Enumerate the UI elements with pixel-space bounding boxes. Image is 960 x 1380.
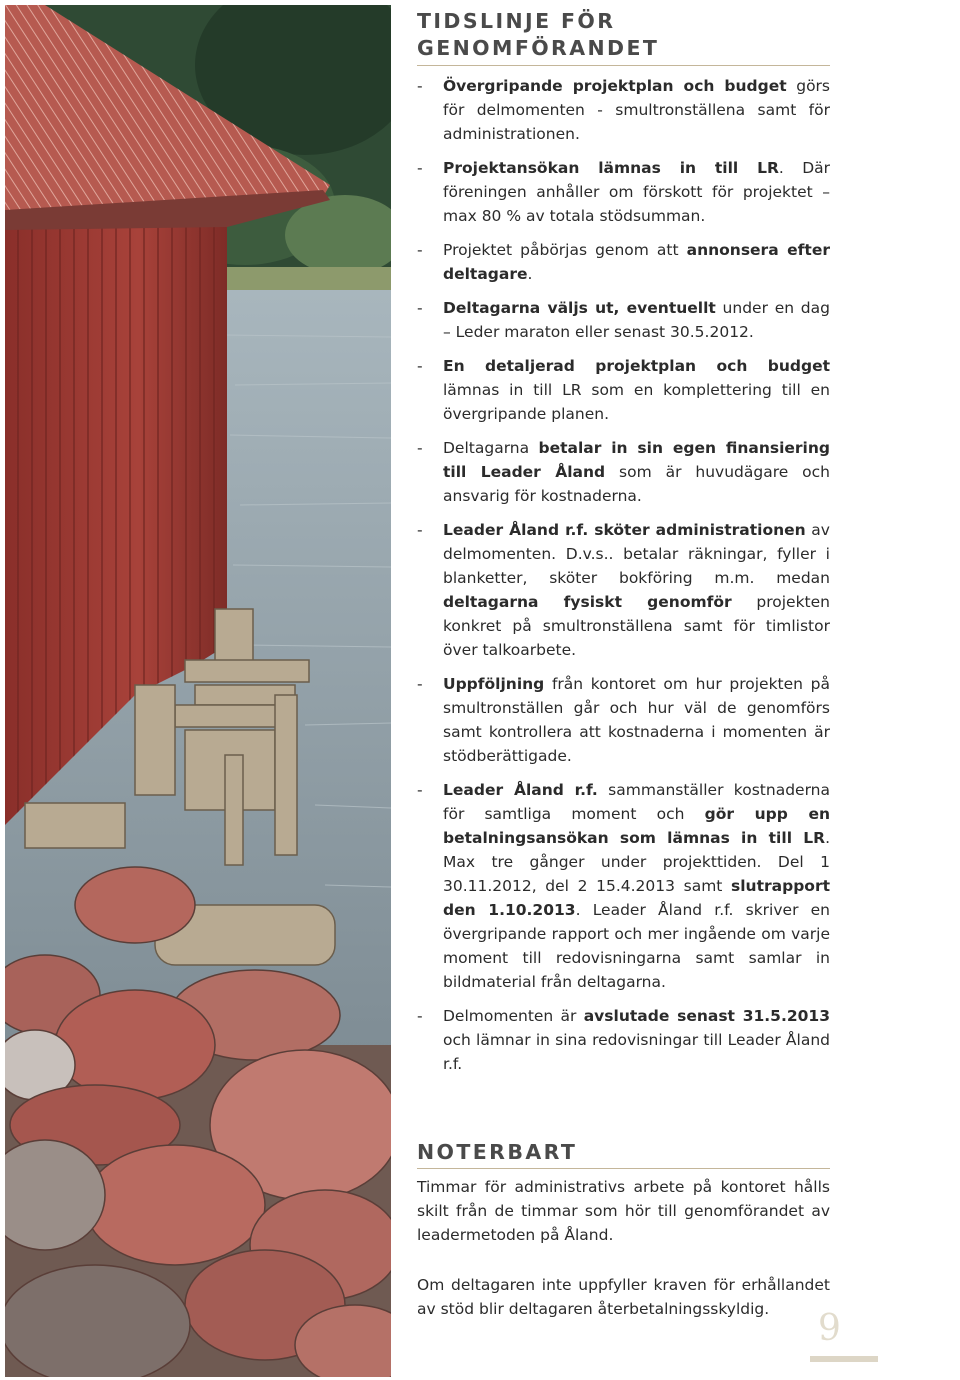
timeline-item: [417, 1004, 830, 1076]
timeline-list: [417, 74, 830, 1076]
timeline-item-bold-text: slutrapport den 1.10.2013: [443, 877, 830, 919]
timeline-item-text: som är huvudägare och ansvarig för kostnaderna.: [443, 463, 830, 505]
timeline-item-bold-text: Leader Åland r.f. sköter administrationen: [443, 521, 806, 539]
timeline-item-text: Projektet påbörjas genom att: [443, 241, 687, 259]
timeline-item: [417, 354, 830, 426]
timeline-item-bold-text: betalar in sin egen finansiering till Leader Åland: [443, 439, 830, 481]
timeline-section: [417, 8, 830, 1086]
footer-bar: [810, 1356, 878, 1362]
timeline-item-bold-text: Projektansökan lämnas in till LR: [443, 159, 779, 177]
timeline-item-bold-text: En detaljerad projektplan och budget: [443, 357, 830, 375]
timeline-item-bold-text: Deltagarna väljs ut, eventuellt: [443, 299, 716, 317]
page-number: 9: [818, 1308, 841, 1349]
timeline-heading-line1: TIDSLINJE FÖR: [417, 9, 616, 33]
timeline-item-text: . Där föreningen anhåller om förskott för projektet – max 80 % av totala stödsumman.: [443, 159, 830, 225]
notes-heading: NOTERBART: [417, 1139, 830, 1169]
timeline-item: [417, 238, 830, 286]
timeline-item-bold-text: deltagarna fysiskt genomför: [443, 593, 732, 611]
timeline-item: [417, 74, 830, 146]
timeline-item-text: lämnas in till LR som en komplettering till en övergripande planen.: [443, 381, 830, 423]
notes-paragraph-2: Om deltagaren inte uppfyller kraven för erhållandet av stöd blir deltagaren återbetalningsskyldig.: [417, 1276, 830, 1318]
timeline-heading: [417, 8, 830, 66]
timeline-item-bold-text: annonsera efter deltagare: [443, 241, 830, 283]
timeline-item-text: . Max tre gånger under projekttiden. Del 1 30.11.2012, del 2 15.4.2013 samt: [443, 829, 830, 895]
timeline-item-text: projekten konkret på smultronställena samt för timlistor över talkoarbete.: [443, 593, 830, 659]
timeline-heading-line2: GENOMFÖRANDET: [417, 36, 660, 60]
timeline-item-bold-text: Övergripande projektplan och budget: [443, 77, 787, 95]
timeline-item-text: av delmomenten. D.v.s.. betalar räkningar, fyller i blanketter, sköter bokföring m.m. medan: [443, 521, 830, 587]
timeline-item-text: sammanställer kostnaderna för samtliga moment och: [443, 781, 830, 823]
timeline-item-text: . Leader Åland r.f. skriver en övergripande rapport och mer ingående om varje moment till redovisningarna samt samlar in bildmaterial från deltagarna.: [443, 901, 830, 991]
timeline-item-text: görs för delmomenten - smultronställena samt för administrationen.: [443, 77, 831, 143]
timeline-item: [417, 156, 830, 228]
timeline-item-bold-text: Uppföljning: [443, 675, 545, 693]
timeline-item: [417, 518, 830, 662]
timeline-item: [417, 296, 830, 344]
boathouse-photo: [5, 5, 391, 1377]
timeline-item-bold-text: Leader Åland r.f.: [443, 781, 598, 799]
timeline-item-text: och lämnar in sina redovisningar till Leader Åland r.f.: [443, 1031, 830, 1073]
timeline-item-text: .: [527, 265, 533, 283]
timeline-item-text: Deltagarna: [443, 439, 539, 457]
timeline-item-bold-text: avslutade senast 31.5.2013: [583, 1007, 830, 1025]
timeline-item-text: under en dag – Leder maraton eller senast 30.5.2012.: [443, 299, 830, 341]
timeline-item: [417, 436, 830, 508]
notes-paragraph-1: Timmar för administrativs arbete på kontoret hålls skilt från de timmar som hör till genomförandet av leadermetoden på Åland.: [417, 1178, 830, 1244]
timeline-item: [417, 778, 830, 994]
timeline-item-text: Delmomenten är: [443, 1007, 584, 1025]
timeline-item-bold-text: gör upp en betalningsansökan som lämnas in till LR: [443, 805, 831, 847]
timeline-item: [417, 672, 830, 768]
timeline-item-text: från kontoret om hur projekten på smultronställen går och hur väl de genomförs samt kontrollera att kostnaderna i momenten är stödberättigade.: [443, 675, 830, 765]
